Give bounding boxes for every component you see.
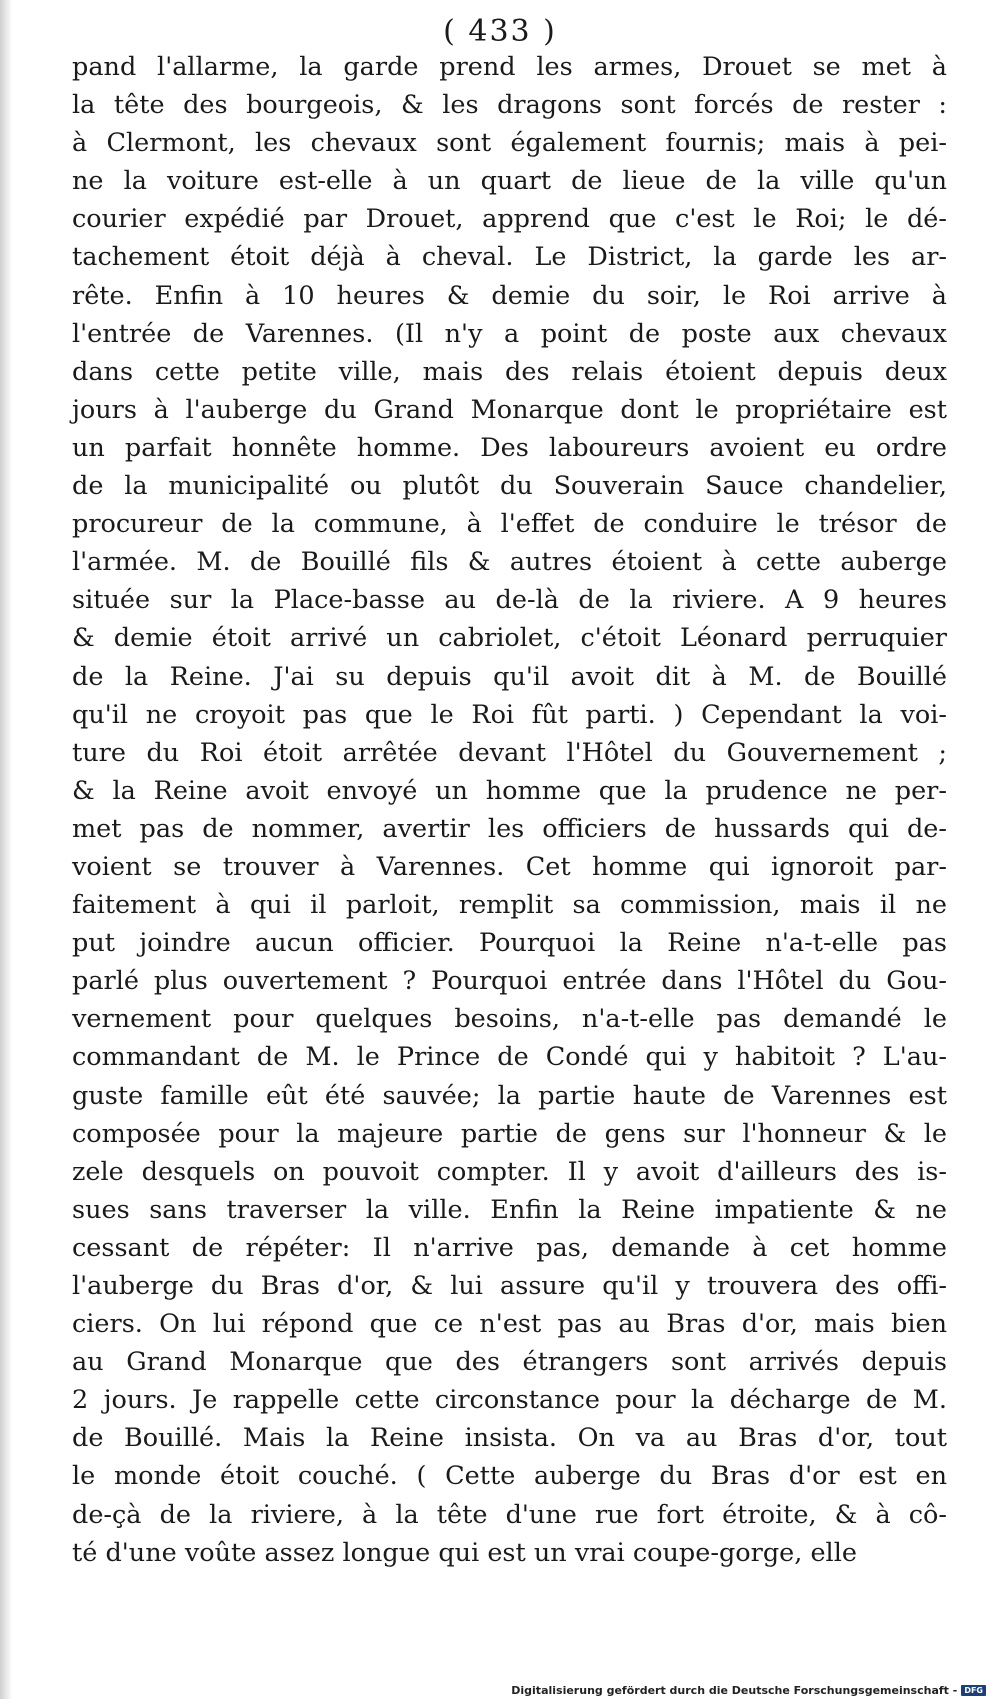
text-line: au Grand Monarque que des étrangers sont arrivés depuis bbox=[72, 1347, 947, 1378]
text-line: l'entrée de Varennes. (Il n'y a point de poste aux chevaux bbox=[72, 318, 947, 349]
text-line: ciers. On lui répond que ce n'est pas au Bras d'or, mais bien bbox=[72, 1309, 947, 1340]
text-line: de Bouillé. Mais la Reine insista. On va au Bras d'or, tout bbox=[72, 1423, 947, 1454]
text-line: courier expédié par Drouet, apprend que c'est le Roi; le dé- bbox=[72, 204, 947, 235]
text-line: vernement pour quelques besoins, n'a-t-elle pas demandé le bbox=[72, 1004, 947, 1035]
text-line: met pas de nommer, avertir les officiers de hussards qui de- bbox=[72, 813, 947, 844]
text-line: ne la voiture est-elle à un quart de lieue de la ville qu'un bbox=[72, 166, 947, 197]
text-line: pand l'allarme, la garde prend les armes, Drouet se met à bbox=[72, 52, 947, 82]
text-line: sues sans traverser la ville. Enfin la Reine impatiente & ne bbox=[72, 1194, 947, 1225]
text-line: procureur de la commune, à l'effet de conduire le trésor de bbox=[72, 509, 947, 540]
text-line: guste famille eût été sauvée; la partie haute de Varennes est bbox=[72, 1080, 947, 1111]
page-number: ( 433 ) bbox=[443, 14, 557, 49]
text-line: l'auberge du Bras d'or, & lui assure qu'il y trouvera des offi- bbox=[72, 1271, 947, 1301]
body-text bbox=[72, 48, 947, 1572]
text-line: cessant de répéter: Il n'arrive pas, demande à cet homme bbox=[72, 1232, 947, 1263]
text-line: 2 jours. Je rappelle cette circonstance pour la décharge de M. bbox=[72, 1385, 947, 1416]
text-line: le monde étoit couché. ( Cette auberge du Bras d'or est en bbox=[72, 1461, 947, 1492]
credit-text: Digitalisierung gefördert durch die Deutsche Forschungsgemeinschaft - bbox=[511, 1684, 958, 1697]
text-line: rête. Enfin à 10 heures & demie du soir, le Roi arrive à bbox=[72, 280, 947, 311]
text-line: parlé plus ouvertement ? Pourquoi entrée dans l'Hôtel du Gou- bbox=[72, 966, 947, 997]
digitization-credit bbox=[511, 1684, 986, 1697]
text-line: de la municipalité ou plutôt du Souverain Sauce chandelier, bbox=[72, 471, 947, 502]
text-line: commandant de M. le Prince de Condé qui y habitoit ? L'au- bbox=[72, 1042, 947, 1073]
text-line: té d'une voûte assez longue qui est un vrai coupe-gorge, elle bbox=[72, 1537, 857, 1568]
text-line: de-çà de la riviere, à la tête d'une rue fort étroite, & à cô- bbox=[72, 1499, 947, 1530]
text-line: de la Reine. J'ai su depuis qu'il avoit dit à M. de Bouillé bbox=[72, 661, 947, 692]
text-line: composée pour la majeure partie de gens sur l'honneur & le bbox=[72, 1118, 947, 1149]
text-line: un parfait honnête homme. Des laboureurs avoient eu ordre bbox=[72, 432, 947, 463]
text-line: voient se trouver à Varennes. Cet homme qui ignoroit par- bbox=[72, 851, 947, 882]
dfg-logo-icon: DFG bbox=[961, 1685, 986, 1696]
text-line: zele desquels on pouvoit compter. Il y avoit d'ailleurs des is- bbox=[72, 1156, 947, 1187]
text-line: put joindre aucun officier. Pourquoi la Reine n'a-t-elle pas bbox=[72, 928, 947, 959]
text-line: ture du Roi étoit arrêtée devant l'Hôtel du Gouvernement ; bbox=[72, 737, 947, 768]
text-line: dans cette petite ville, mais des relais étoient depuis deux bbox=[72, 356, 947, 387]
text-line: faitement à qui il parloit, remplit sa commission, mais il ne bbox=[72, 890, 947, 921]
text-line: la tête des bourgeois, & les dragons sont forcés de rester : bbox=[72, 90, 947, 121]
text-line: jours à l'auberge du Grand Monarque dont le propriétaire est bbox=[72, 394, 947, 425]
text-line: & la Reine avoit envoyé un homme que la prudence ne per- bbox=[72, 775, 947, 806]
text-line: qu'il ne croyoit pas que le Roi fût parti. ) Cependant la voi- bbox=[72, 699, 947, 730]
page-edge-shadow bbox=[0, 0, 12, 1699]
text-line: à Clermont, les chevaux sont également fournis; mais à pei- bbox=[72, 128, 947, 159]
text-line: & demie étoit arrivé un cabriolet, c'étoit Léonard perruquier bbox=[72, 623, 947, 654]
text-line: l'armée. M. de Bouillé fils & autres étoient à cette auberge bbox=[72, 547, 947, 578]
text-line: située sur la Place-basse au de-là de la riviere. A 9 heures bbox=[72, 585, 947, 616]
text-line: tachement étoit déjà à cheval. Le District, la garde les ar- bbox=[72, 242, 947, 273]
